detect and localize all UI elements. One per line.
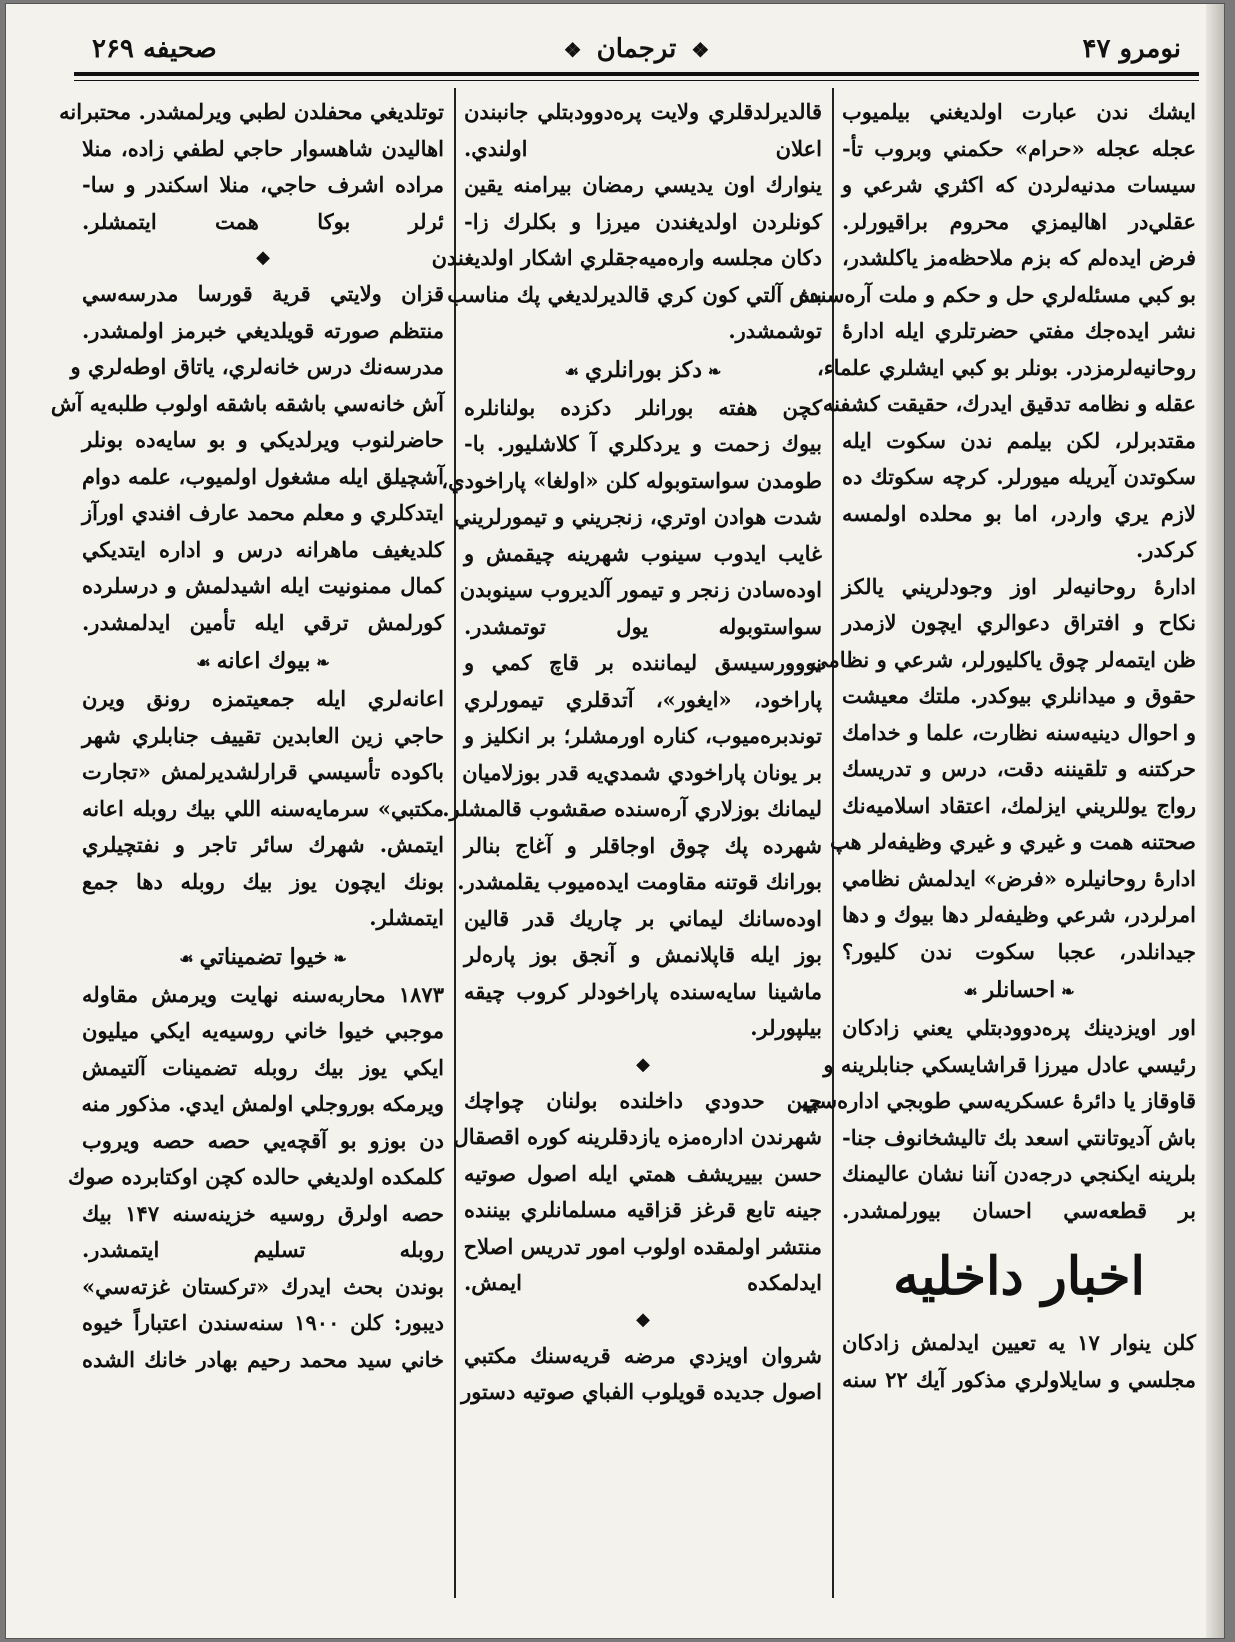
ornament-icon: ☙ xyxy=(564,361,579,381)
text-line: ديبور: كلن ۱۹۰۰ سنه‌سندن اعتباراً خيوه xyxy=(82,1310,444,1335)
text-line: كورلمش ترقي ايله تأمين ايدلمشدر. xyxy=(82,609,444,635)
text-line: دن بوزو بو آقچه‌يي حصه حصه ويروب xyxy=(82,1127,444,1153)
text-line: منتشر اولمقده اولوب امور تدريس اصلاح xyxy=(463,1233,822,1259)
text-line: بيوك زحمت و يردكلري آ كلاشليور. با- xyxy=(464,431,822,456)
text-line: جينه تابع قرغز قزاقيه مسلمانلري بيننده xyxy=(464,1197,822,1222)
text-line: عقله و نظامه تدقيق ايدرك، حقيقت كشفنه xyxy=(822,391,1196,416)
text-line: خاني سيد محمد رحيم بهادر خانك الشده xyxy=(82,1346,444,1372)
text-line: بر يونان پاراخودي شمدي‌يه قدر بوزلاميان xyxy=(462,759,822,785)
text-line: طومدن سواستوبوله كلن «اولغا» پاراخودي، xyxy=(441,467,822,493)
text-line: ظن ايتمه‌لر چوق ياكليورلر، شرعي و نظامي xyxy=(811,646,1196,672)
text-line: غايب ايدوب سينوب شهرينه چيقمش و xyxy=(464,540,822,566)
text-line: بلرينه ايكنجي درجه‌دن آننا نشان عاليمنك xyxy=(842,1161,1196,1186)
text-line: حركتنه و تلقيننه دقت، درس و تدريسك xyxy=(842,756,1196,781)
text-line: عجله عجله «حرام» حكمني وبروب تأ- xyxy=(842,135,1196,161)
masthead-rule-thin xyxy=(74,80,1199,81)
text-line: مكتبي» سرمايه‌سنه اللي بيك روبله اعانه xyxy=(82,795,444,821)
section-heading-text: خيوا تضميناتي xyxy=(199,943,328,970)
text-line: موجبي خيوا خاني روسيه‌يه ايكي ميليون xyxy=(82,1018,444,1043)
text-line: جيدانلدر، عجبا سكوت ندن كليور؟ xyxy=(842,938,1196,964)
text-line: توندبره‌ميوب، كناره اورمشلر؛ بر انكليز و xyxy=(464,723,822,748)
masthead-rule-thick xyxy=(74,72,1199,76)
text-line: قزان ولايتي قرية قورسا مدرسه‌سي xyxy=(82,281,444,306)
ornament-icon: ❖ xyxy=(563,38,582,62)
text-line: دكان مجلسه وارەميه‌جقلري اشكار اولديغندن xyxy=(431,245,822,270)
page-edge-shadow xyxy=(1206,4,1224,1638)
newspaper-title-text: ترجمان xyxy=(596,34,677,64)
text-line: بورانك قوتنه مقاومت ايده‌ميوب يقلمشدر. xyxy=(457,869,822,894)
issue-number: نومرو ۴۷ xyxy=(1082,34,1181,64)
text-line: باكوده تأسيسي قرارلشديرلمش «تجارت xyxy=(82,759,444,784)
section-heading-text: احسانلر xyxy=(983,977,1056,1003)
text-line: بش آلتي كون كري قالديرلديغي پك مناسب xyxy=(447,281,822,307)
ornament-icon: ☙ xyxy=(179,948,194,968)
text-line: سكوتدن آيريله ميورلر. كرچه سكوتك ده xyxy=(842,464,1196,489)
section-separator: ◆ xyxy=(636,1308,650,1330)
section-heading xyxy=(82,641,444,681)
text-line: ينوارك اون يديسي رمضان بيرامنه يقين xyxy=(464,172,822,197)
text-line: بر قطعه‌سي احسان بيورلمشدر. xyxy=(842,1197,1196,1223)
ornament-icon: ❧ xyxy=(316,653,330,672)
text-line: حسن بييريشف همتي ايله اصول صوتيه xyxy=(464,1160,822,1186)
text-line: روحانيه‌لرمزدر. بونلر بو كبي ايشلري علماء، xyxy=(817,354,1196,380)
text-line: قالديرلدقلري ولايت پره‌دوودبتلي جانبندن xyxy=(464,99,822,124)
page-number: صحيفه ۲۶۹ xyxy=(92,34,217,64)
text-line: ماشينا سايه‌سنده پاراخودلر كروب چيقه xyxy=(464,978,822,1004)
text-line: مجلسي و سايلاولري مذكور آيك ۲۲ سنه xyxy=(842,1366,1196,1392)
text-line: حصه اولرق روسيه خزينه‌سنه ۱۴۷ بيك xyxy=(82,1200,444,1226)
text-line: اعلان اولندي. xyxy=(464,135,822,161)
section-heading-text: بيوك اعانه xyxy=(216,648,311,674)
text-line: منتظم صورته قويلديغي خبرمز اولمشدر. xyxy=(82,317,444,343)
newspaper-page xyxy=(6,4,1224,1638)
ornament-icon: ☙ xyxy=(963,982,978,1001)
ornament-icon: ☙ xyxy=(196,653,211,672)
text-line: ۱۸۷۳ محاربه‌سنه نهايت ويرمش مقاوله xyxy=(82,981,444,1007)
text-line: چين حدودي داخلنده بولنان چواچك xyxy=(464,1087,822,1113)
text-line: نووورسيسق ليماننده بر قاچ كمي و xyxy=(464,650,822,675)
column-divider xyxy=(454,88,456,1598)
text-line: كچن هفته بورانلر دكزده بولنانلره xyxy=(464,394,822,420)
text-line: اهاليدن شاهسوار حاجي لطفي زاده، منلا xyxy=(82,135,444,161)
text-line: حاضرلنوب ويرلديكي و بو سايه‌ده بونلر xyxy=(82,427,444,452)
text-line: اوده‌سادن زنجر و تيمور آلديروب سينوبدن xyxy=(459,577,822,602)
text-line: صحتنه همت و غيري و غيري وظيفه‌لر هپ xyxy=(829,829,1196,854)
text-line: ايكي يوز بيك روبله تضمينات آلتيمش xyxy=(82,1054,444,1080)
section-heading xyxy=(464,350,822,390)
text-line: كلمكده اولديغي حالده كچن اوكتابرده صوك xyxy=(68,1164,444,1189)
text-line: حقوق و ميدانلري بيوكدر. ملتك معيشت xyxy=(842,683,1196,708)
text-line: روبله تسليم ايتمشدر. xyxy=(82,1237,444,1262)
text-line: مدرسه‌نك درس خانه‌لري، ياتاق اوطه‌لري و xyxy=(70,354,444,379)
column-left xyxy=(50,94,444,1378)
text-line: كلن ينوار ۱۷ يه تعيين ايدلمش زادكان xyxy=(842,1330,1196,1355)
text-line: پاراخود، «ايغور»، آتدقلري تيمورلري xyxy=(464,686,822,712)
section-heading xyxy=(842,970,1196,1010)
text-line: ايدلمكده ايمش. xyxy=(464,1270,822,1295)
text-line: سواستوبوله يول توتمشدر. xyxy=(464,613,822,639)
text-line: كمال ممنونيت ايله اشيدلمش و درسلرده xyxy=(82,573,444,598)
text-line: قاوقاز يا دائرهٔ عسكريه‌سي طوبجي اداره‌سي xyxy=(802,1088,1196,1113)
text-line: كونلردن اولديغندن ميرزا و بكلرك زا- xyxy=(464,208,822,234)
section-heading-text: دكز بورانلري xyxy=(584,356,702,383)
text-line: ايتدكلري و معلم محمد عارف افندي اورآز xyxy=(82,500,444,525)
text-line: بونك ايچون يوز بيك روبله دها جمع xyxy=(82,868,444,894)
ornament-icon: ❧ xyxy=(333,948,347,968)
text-line: فرض ايده‌لم كه بزم ملاحظه‌مز ياكلشدر، xyxy=(842,245,1196,270)
text-line: ادارهٔ روحانيه‌لر اوز وجودلريني يالكز xyxy=(842,573,1196,599)
text-line: سيسات مدنيه‌لردن كه اكثري شرعي و xyxy=(842,172,1196,197)
text-line: نشر ايده‌جك مفتي حضرتلري ايله ادارهٔ xyxy=(842,318,1196,343)
text-line: ايتمشلر. xyxy=(369,905,444,930)
text-line: كركدر. xyxy=(1135,537,1196,562)
text-line: اور اويزدينك پره‌دوودبتلي يعني زادكان xyxy=(842,1015,1196,1040)
text-line: رواج يوللريني ايزلمك، اعتقاد اسلاميه‌نك xyxy=(842,792,1196,818)
text-line: مقتدبرلر، لكن بيلمم ندن سكوت ايله xyxy=(842,427,1196,453)
ornament-icon: ❧ xyxy=(708,361,722,381)
text-line: آشچيلق ايله مشغول اولميوب، علمه دوام xyxy=(82,463,444,489)
text-line: شهرده پك چوق اوجاقلر و آغاج بنالر xyxy=(464,832,822,858)
text-line: عقلي‌در اهاليمزي محروم براقيورلر. xyxy=(842,208,1196,234)
ornament-icon: ❧ xyxy=(1061,982,1075,1001)
text-line: ادارهٔ روحانيلره «فرض» ايدلمش نظامي xyxy=(842,865,1196,891)
text-line: شهرندن اداره‌مزه يازدقلرينه كوره اقصقال xyxy=(453,1124,822,1149)
text-line: اوده‌سانك ليماني بر چاريك قدر قالين xyxy=(464,905,822,931)
text-line: رئيسي عادل ميرزا قراشايسكي جنابلرينه و xyxy=(823,1051,1196,1077)
text-line: و احوال دينيه‌سنه نظارت، علما و خدامك xyxy=(842,719,1196,745)
text-line: لازم يري واردر، اما بو محلده اولمسه xyxy=(842,500,1196,526)
text-line: بو كبي مسئله‌لري حل و حكم و ملت آره‌سنده xyxy=(798,281,1196,307)
text-line: اعانه‌لري ايله جمعيتمزه رونق ويرن xyxy=(82,686,444,711)
section-separator: ◆ xyxy=(256,247,270,268)
text-line: امرلردر، شرعي وظيفه‌لر دها بيوك و دها xyxy=(842,902,1196,927)
newspaper-title xyxy=(74,34,1199,64)
section-separator: ◆ xyxy=(636,1053,650,1075)
text-line: ايشك ندن عبارت اولديغني بيلميوب xyxy=(842,99,1196,124)
text-line: توتلديغي محفلدن لطبي ويرلمشدر. محتبرانه xyxy=(59,99,444,124)
section-title-large: اخبار داخليه xyxy=(893,1246,1145,1307)
text-line: بوز ايله قاپلانمش و آنجق بوز پارەلر xyxy=(464,942,822,967)
text-line: ايتمش. شهرك سائر تاجر و نفتچيلري xyxy=(82,832,444,857)
text-line: شدت هوادن اوتري، زنجريني و تيمورلريني xyxy=(453,504,822,529)
section-heading xyxy=(82,937,444,977)
text-line: شروان اويزدي مرضه قريه‌سنك مكتبي xyxy=(464,1342,822,1368)
text-line: ويرمكه بوروجلي اولمش ايدي. مذكور منه xyxy=(81,1091,444,1116)
text-line: ليمانك بوزلاري آره‌سنده صقشوب قالمشلر. xyxy=(442,796,822,821)
text-line: باش آديوتانتي اسعد بك تاليشخانوف جنا- xyxy=(842,1124,1196,1150)
text-line: بيلپورلر. xyxy=(750,1015,822,1040)
text-line: مراده اشرف حاجي، منلا اسكندر و سا- xyxy=(82,172,444,197)
text-line: آش خانه‌سي باشقه باشقه اولوب طلبه‌يه آش xyxy=(50,390,444,416)
text-line: حاجي زين العابدين تقييف جنابلري شهر xyxy=(82,722,444,748)
text-line: اصول جديده قويلوب الفباي صوتيه دستور xyxy=(461,1379,822,1404)
text-line: كلديغيف ماهرانه درس و اداره ايتديكي xyxy=(82,536,444,562)
column-middle xyxy=(431,94,822,1411)
text-line: ئرلر بوكا همت ايتمشلر. xyxy=(82,208,444,234)
masthead xyxy=(74,22,1199,76)
column-right xyxy=(798,94,1196,1398)
text-line: بوندن بحث ايدرك «تركستان غزته‌سي» xyxy=(82,1273,444,1299)
text-line: توشمشدر. xyxy=(728,318,822,343)
text-line: نكاح و افتراق دعوالري ايچون لازمدر xyxy=(842,610,1196,635)
ornament-icon: ❖ xyxy=(691,38,710,62)
